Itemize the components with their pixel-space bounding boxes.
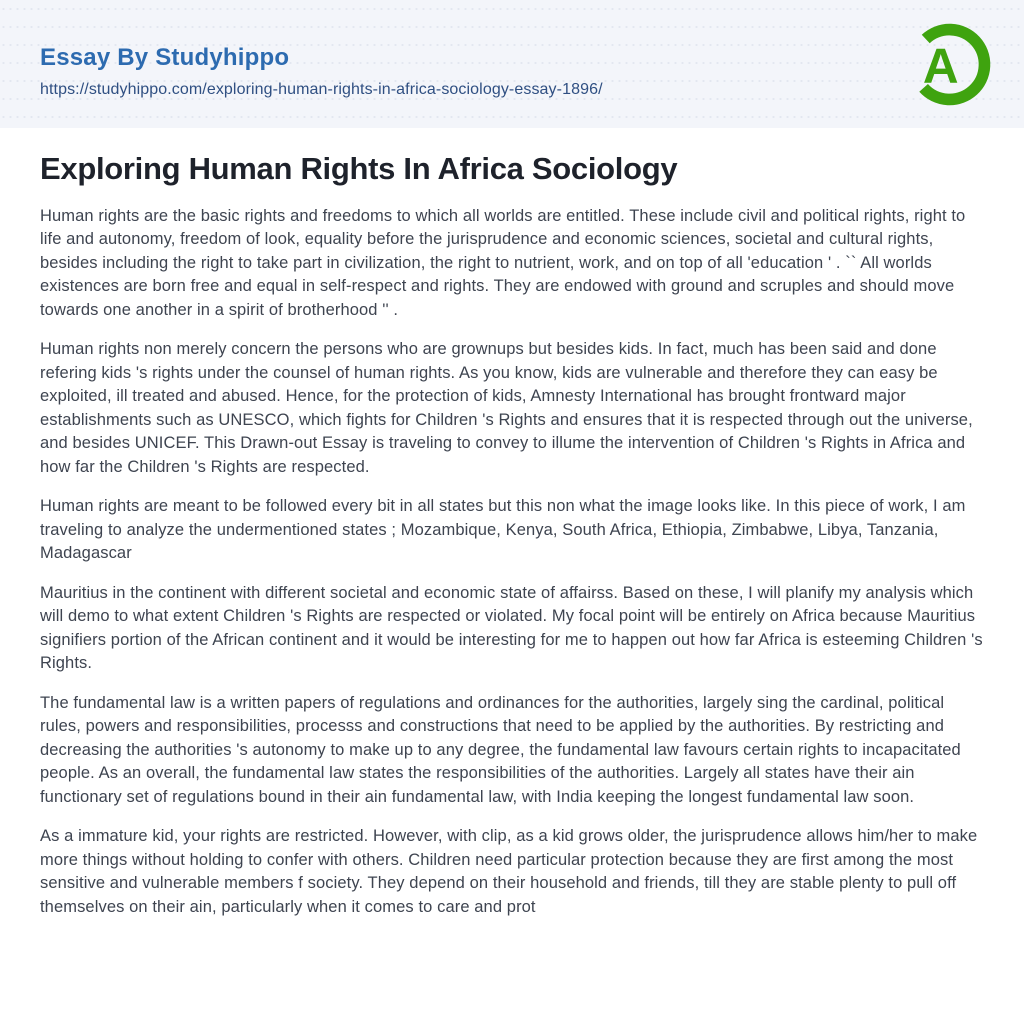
page-header xyxy=(0,0,1024,128)
essay-paragraph: Human rights non merely concern the persons who are grownups but besides kids. In fact, much has been said and done refering kids 's rights under the counsel of human rights. As you know, kids are vulnerable and therefore they can easy be exploited, ill treated and abused. Hence, for the protection of kids, Amnesty International has brought frontward major establishments such as UNESCO, which fights for Children 's Rights and ensures that it is respected through out the universe, and besides UNICEF. This Drawn-out Essay is traveling to convey to illume the intervention of Children 's Rights in Africa and how far the Children 's Rights are respected. xyxy=(40,340,973,476)
essay-paragraph: As a immature kid, your rights are restricted. However, with clip, as a kid grows older, the jurisprudence allows him/her to make more things without holding to confer with others. Children need particular protection because they are first among the most sensitive and vulnerable members f society. They depend on their household and friends, till they are stable plenty to pull off themselves on their ain, particularly when it comes to care and prot xyxy=(40,827,978,916)
logo-ring-icon xyxy=(901,16,998,113)
essay-url-link[interactable]: https://studyhippo.com/exploring-human-rights-in-africa-sociology-essay-1896/ xyxy=(40,80,603,98)
essay-title: Exploring Human Rights In Africa Sociology xyxy=(40,151,678,186)
header-text-block xyxy=(40,30,603,99)
essay-paragraph: Mauritius in the continent with different societal and economic state of affairss. Based on these, I will planify my analysis which will demo to what extent Children 's Rights are respected or violated. My focal point will be entirely on Africa because Mauritius signifiers portion of the African continent and it would be interesting for me to happen out how far Africa is esteeming Children 's Rights. xyxy=(40,583,983,673)
logo-letter: A xyxy=(922,37,959,93)
studyhippo-logo xyxy=(901,16,998,113)
essay-paragraph: The fundamental law is a written papers of regulations and ordinances for the authorities, largely sing the cardinal, political rules, powers and responsibilities, processs and constructions that need to be applied by the authorities. By restricting and decreasing the authorities 's autonomy to make up to any degree, the fundamental law favours certain rights to incapacitated people. As an overall, the fundamental law states the responsibilities of the authorities. Largely all states have their ain functionary set of regulations bound in their ain fundamental law, with India keeping the longest fundamental law soon. xyxy=(40,693,961,806)
site-title: Essay By Studyhippo xyxy=(40,43,290,71)
essay-body xyxy=(40,205,984,920)
essay-paragraph: Human rights are meant to be followed every bit in all states but this non what the image looks like. In this piece of work, I am traveling to analyze the undermentioned states ; Mozambique, Kenya, South Africa, Ethiopia, Zimbabwe, Libya, Tanzania, Madagascar xyxy=(40,497,966,563)
essay-content xyxy=(0,128,1024,919)
essay-paragraph: Human rights are the basic rights and freedoms to which all worlds are entitled. These include civil and political rights, right to life and autonomy, freedom of look, equality before the jurisprudence and economic sciences, societal and cultural rights, besides including the right to take part in civilization, the right to nutrient, work, and on top of all 'education ' . `` All worlds existences are born free and equal in self-respect and rights. They are endowed with ground and scruples and should move towards one another in a spirit of brotherhood '' . xyxy=(40,206,966,319)
